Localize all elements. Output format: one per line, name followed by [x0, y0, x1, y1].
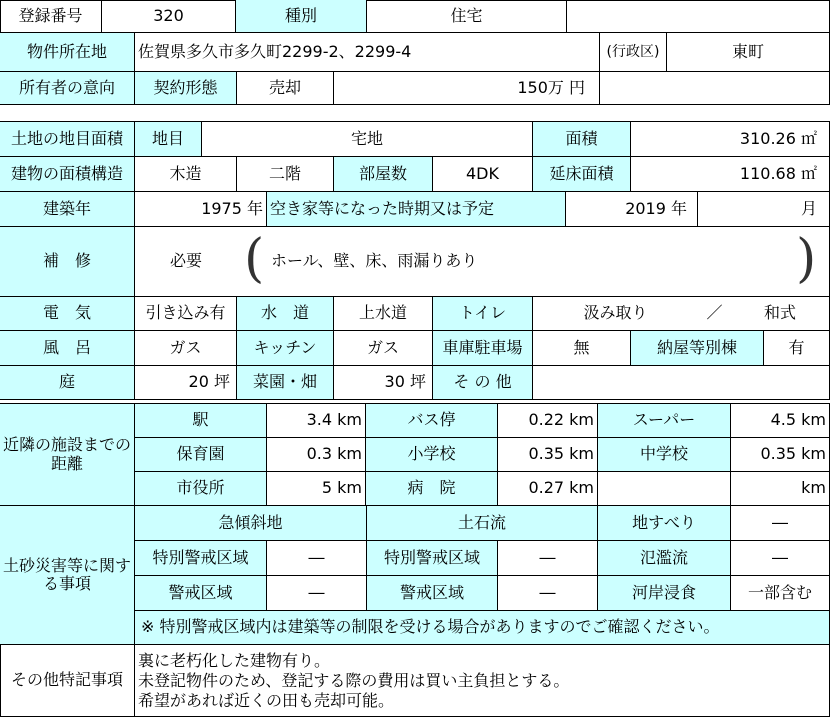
- remarks-line-1: 裏に老朽化した建物有り。: [138, 650, 331, 670]
- repair-required: 必要: [135, 227, 237, 297]
- row1-empty-cell: [567, 0, 830, 33]
- repair-label: 補 修: [0, 227, 135, 297]
- toilet-style: 和式: [731, 297, 830, 331]
- district-label: (行政区): [600, 33, 667, 72]
- other-label: そ の 他: [433, 366, 533, 400]
- toilet-separator: ／: [698, 297, 731, 331]
- land-category-area-label: 土地の地目面積: [0, 122, 135, 157]
- room-count-label: 部屋数: [334, 157, 433, 192]
- built-year-value: 1975 年: [135, 192, 267, 227]
- city-hall-distance: 5 km: [267, 472, 366, 506]
- bus-stop-distance: 0.22 km: [498, 404, 598, 438]
- landslide-hazard-label: 土砂災害等に関する事項: [0, 506, 135, 645]
- garage-value: 無: [533, 331, 631, 366]
- flood-flow-label: 氾濫流: [598, 541, 731, 576]
- vacant-since-label: 空き家等になった時期又は予定: [267, 192, 566, 227]
- city-hall-label: 市役所: [135, 472, 267, 506]
- station-label: 駅: [135, 404, 267, 438]
- garage-label: 車庫駐車場: [433, 331, 533, 366]
- remarks-line-2: 未登記物件のため、登記する際の費用は買い主負担とする。: [138, 670, 570, 690]
- bath-label: 風 呂: [0, 331, 135, 366]
- toilet-label: トイレ: [433, 297, 533, 331]
- warning-zone-value-1: ―: [267, 576, 367, 611]
- hospital-distance: 0.27 km: [498, 472, 598, 506]
- barn-label: 納屋等別棟: [631, 331, 764, 366]
- special-warning-zone-label-1: 特別警戒区域: [135, 541, 267, 576]
- debris-flow-label: 土石流: [367, 506, 598, 541]
- price-value: 150万 円: [334, 72, 600, 105]
- contract-type-label: 契約形態: [135, 72, 237, 105]
- room-count-value: 4DK: [433, 157, 533, 192]
- elementary-school-distance: 0.35 km: [498, 438, 598, 472]
- extra-facility-unit: km: [731, 472, 830, 506]
- steep-slope-label: 急傾斜地: [135, 506, 367, 541]
- hazard-note: ※ 特別警戒区域内は建築等の制限を受ける場合がありますのでご確認ください。: [135, 611, 830, 645]
- land-category-value: 宅地: [202, 122, 533, 157]
- left-bracket-icon: (: [244, 229, 265, 289]
- floor-area-label: 延床面積: [533, 157, 631, 192]
- nearby-facilities-label: 近隣の施設までの距離: [0, 404, 135, 506]
- contract-type-value: 売却: [237, 72, 334, 105]
- field-area: 30 坪: [334, 366, 433, 400]
- built-year-label: 建築年: [0, 192, 135, 227]
- vacant-since-year: 2019 年: [566, 192, 698, 227]
- property-address: 佐賀県多久市多久町2299-2、2299-4: [135, 33, 600, 72]
- property-type-value: 住宅: [367, 0, 567, 33]
- water-label: 水 道: [237, 297, 334, 331]
- land-area-label: 面積: [533, 122, 631, 157]
- special-warning-zone-value-1: ―: [267, 541, 367, 576]
- building-area-structure-label: 建物の面積構造: [0, 157, 135, 192]
- toilet-type: 汲み取り: [533, 297, 698, 331]
- kitchen-value: ガス: [334, 331, 433, 366]
- property-location-label: 物件所在地: [0, 33, 135, 72]
- right-bracket-icon: ): [796, 229, 817, 289]
- warning-zone-label-1: 警戒区域: [135, 576, 267, 611]
- special-warning-zone-value-2: ―: [498, 541, 598, 576]
- district-value: 東町: [667, 33, 830, 72]
- building-structure: 木造: [135, 157, 237, 192]
- supermarket-label: スーパー: [598, 404, 731, 438]
- flood-flow-value: ―: [731, 541, 830, 576]
- other-remarks-label: その他特記事項: [0, 645, 135, 717]
- nursery-label: 保育園: [135, 438, 267, 472]
- station-distance: 3.4 km: [267, 404, 366, 438]
- elementary-school-label: 小学校: [366, 438, 498, 472]
- junior-high-label: 中学校: [598, 438, 731, 472]
- owner-intent-label: 所有者の意向: [0, 72, 135, 105]
- extra-facility-empty: [598, 472, 731, 506]
- landslip-label: 地すべり: [598, 506, 731, 541]
- repair-details: ホール、壁、床、雨漏りあり: [237, 227, 830, 297]
- electricity-value: 引き込み有: [135, 297, 237, 331]
- land-area-value: 310.26 ㎡: [631, 122, 830, 157]
- remarks-line-3: 希望があれば近くの田も売却可能。: [138, 690, 395, 710]
- floor-area-value: 110.68 ㎡: [631, 157, 830, 192]
- warning-zone-value-2: ―: [498, 576, 598, 611]
- building-floors: 二階: [237, 157, 334, 192]
- garden-area: 20 坪: [135, 366, 237, 400]
- section-spacer: [0, 105, 830, 122]
- landslip-value: ―: [731, 506, 830, 541]
- row3-empty-cell: [600, 72, 830, 105]
- registration-number-value: 320: [102, 0, 236, 33]
- junior-high-distance: 0.35 km: [731, 438, 830, 472]
- vacant-since-month: 月: [698, 192, 830, 227]
- bus-stop-label: バス停: [366, 404, 498, 438]
- electricity-label: 電 気: [0, 297, 135, 331]
- registration-number-label: 登録番号: [0, 0, 102, 33]
- riverbank-erosion-label: 河岸浸食: [598, 576, 731, 611]
- warning-zone-label-2: 警戒区域: [367, 576, 498, 611]
- kitchen-label: キッチン: [237, 331, 334, 366]
- other-value: [533, 366, 830, 400]
- field-label: 菜園・畑: [237, 366, 334, 400]
- barn-value: 有: [764, 331, 830, 366]
- water-value: 上水道: [334, 297, 433, 331]
- special-warning-zone-label-2: 特別警戒区域: [367, 541, 498, 576]
- bath-value: ガス: [135, 331, 237, 366]
- property-type-label: 種別: [236, 0, 367, 33]
- hospital-label: 病 院: [366, 472, 498, 506]
- land-category-label: 地目: [135, 122, 202, 157]
- nursery-distance: 0.3 km: [267, 438, 366, 472]
- other-remarks-content: [135, 645, 830, 717]
- garden-label: 庭: [0, 366, 135, 400]
- supermarket-distance: 4.5 km: [731, 404, 830, 438]
- riverbank-erosion-value: 一部含む: [731, 576, 830, 611]
